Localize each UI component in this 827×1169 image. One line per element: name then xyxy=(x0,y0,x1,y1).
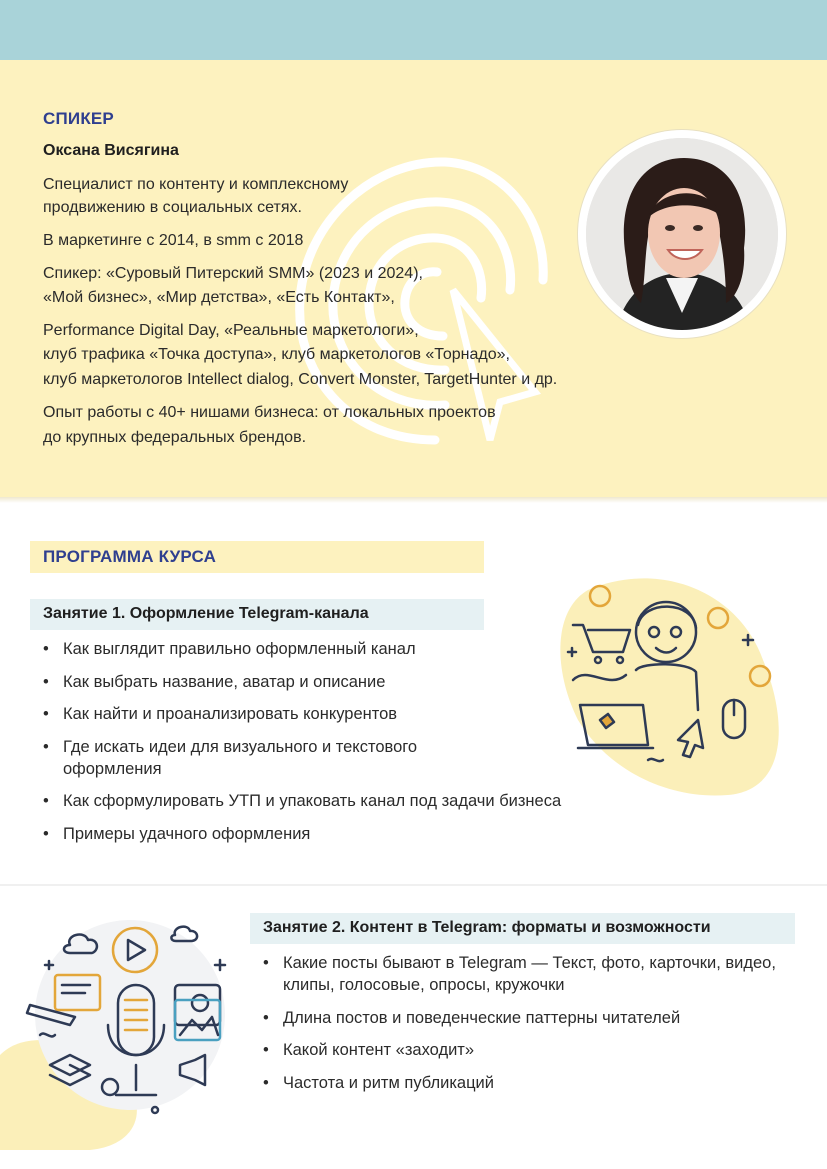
speaker-line: «Мой бизнес», «Мир детства», «Есть Контакт», xyxy=(43,289,395,306)
speaker-line: Спикер: «Суровый Питерский SMM» (2023 и 2024), xyxy=(43,265,423,282)
list-item: • Как сформулировать УТП и упаковать канал под задачи бизнеса xyxy=(43,790,683,812)
list-item: • Как найти и проанализировать конкурентов xyxy=(43,703,683,725)
lesson2-title-bar xyxy=(250,913,795,944)
speaker-line: до крупных федеральных брендов. xyxy=(43,429,307,446)
lesson1-title-bar xyxy=(30,599,484,630)
section-shadow xyxy=(0,497,827,503)
list-item: • Примеры удачного оформления xyxy=(43,823,683,845)
program-heading-bar xyxy=(30,541,484,573)
speaker-name: Оксана Висягина xyxy=(43,142,179,159)
program-heading: ПРОГРАММА КУРСА xyxy=(43,547,217,566)
list-item: • Где искать идеи для визуального и текстового оформления xyxy=(43,736,493,780)
speaker-line: В маркетинге с 2014, в smm с 2018 xyxy=(43,232,304,249)
list-item: • Какие посты бывают в Telegram — Текст, фото, карточки, видео, клипы, голосовые, опросы, кружочки xyxy=(263,952,803,996)
speaker-line: клуб трафика «Точка доступа», клуб маркетологов «Торнадо», xyxy=(43,346,510,363)
person-laptop-illustration xyxy=(548,570,800,800)
lesson1-title: Занятие 1. Оформление Telegram-канала xyxy=(43,605,369,622)
lesson2-title: Занятие 2. Контент в Telegram: форматы и возможности xyxy=(263,919,711,936)
lesson2-list xyxy=(263,952,813,1104)
speaker-line: Опыт работы с 40+ нишами бизнеса: от локальных проектов xyxy=(43,404,496,421)
speaker-line: продвижению в социальных сетях. xyxy=(43,199,302,216)
list-item: • Частота и ритм публикаций xyxy=(263,1072,813,1094)
speaker-portrait-illustration xyxy=(586,138,778,330)
speaker-line: клуб маркетологов Intellect dialog, Convert Monster, TargetHunter и др. xyxy=(43,371,558,388)
speaker-photo xyxy=(578,130,786,338)
list-item: • Как выбрать название, аватар и описание xyxy=(43,671,683,693)
list-item: • Длина постов и поведенческие паттерны читателей xyxy=(263,1007,813,1029)
list-item: • Как выглядит правильно оформленный канал xyxy=(43,638,683,660)
speaker-line: Специалист по контенту и комплексному xyxy=(43,176,349,193)
speaker-heading: СПИКЕР xyxy=(43,109,114,128)
speaker-line: Performance Digital Day, «Реальные маркетологи», xyxy=(43,322,419,339)
speaker-section xyxy=(0,60,827,497)
list-item: • Какой контент «заходит» xyxy=(263,1039,813,1061)
section-divider xyxy=(0,884,827,886)
content-doodles-illustration xyxy=(0,905,250,1150)
top-bar xyxy=(0,0,827,60)
